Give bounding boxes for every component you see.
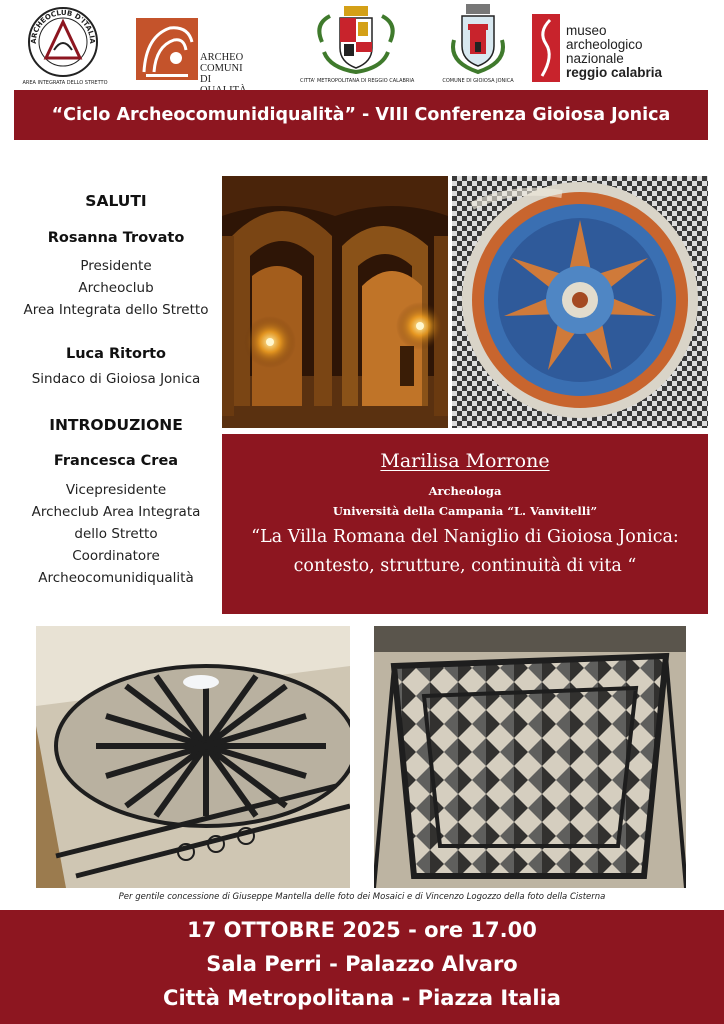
event-details-banner <box>0 910 724 1024</box>
museo-logo <box>532 14 712 84</box>
geometric-mosaic-photo-right <box>374 626 686 888</box>
event-date-time: 17 OTTOBRE 2025 - ore 17.00 <box>187 918 537 942</box>
main-speaker-affiliation: Università della Campania “L. Vanvitelli” <box>332 504 598 518</box>
speaker3-role1: Vicepresidente <box>65 482 167 498</box>
gioiosa-caption: COMUNE DI GIOIOSA JONICA <box>442 78 514 84</box>
museo-line4: reggio calabria <box>566 65 663 80</box>
museo-line3: nazionale <box>566 51 624 66</box>
speaker3-role3: dello Stretto <box>74 526 158 542</box>
speaker2-name: Luca Ritorto <box>65 346 167 362</box>
speaker2-role1: Sindaco di Gioiosa Jonica <box>31 371 201 387</box>
main-speaker-name: Marilisa Morrone <box>380 450 550 472</box>
introduzione-heading: INTRODUZIONE <box>49 416 183 434</box>
photo-credits: Per gentile concessione di Giuseppe Mantella delle foto dei Mosaici e di Vincenzo Logozzo della foto della Cisterna <box>118 892 606 902</box>
archeocomuni-logo <box>136 18 260 85</box>
talk-title-line1: “La Villa Romana del Naniglio di Gioiosa Jonica: <box>251 527 679 547</box>
gioiosa-crest-icon <box>438 2 518 78</box>
gioiosa-jonica-crest <box>438 2 518 86</box>
reggio-calabria-crest <box>300 2 415 86</box>
speaker1-role1: Presidente <box>80 258 152 274</box>
archeocomuni-line1: ARCHEO <box>200 52 244 63</box>
speaker3-role2: Archeclub Area Integrata <box>31 504 201 520</box>
speaker3-role4: Coordinatore <box>72 548 160 564</box>
logo-bar <box>0 0 724 88</box>
geometric-mosaic-photo-left <box>36 626 350 888</box>
speaker1-role2: Archeoclub <box>78 280 154 296</box>
talk-title-line2: contesto, strutture, continuità di vita “ <box>293 556 637 576</box>
page-title: “Ciclo Archeocomunidiqualità” - VIII Conferenza Gioiosa Jonica <box>51 105 671 125</box>
speaker3-role5: Archeocomunidiqualità <box>38 570 194 586</box>
round-mosaic-photo <box>452 176 708 428</box>
main-speaker-role: Archeologa <box>428 484 502 498</box>
archeoclub-caption: AREA INTEGRATA DELLO STRETTO <box>22 80 108 86</box>
archeoclub-logo <box>22 6 108 86</box>
museo-line2: archeologico <box>566 37 643 52</box>
main-speaker-box <box>222 434 708 614</box>
event-venue: Sala Perri - Palazzo Alvaro <box>206 952 518 976</box>
speaker1-role3: Area Integrata dello Stretto <box>23 302 209 318</box>
cistern-photo <box>222 176 448 428</box>
event-location: Città Metropolitana - Piazza Italia <box>163 986 561 1010</box>
archeocomuni-mark-icon <box>136 18 198 80</box>
speaker3-name: Francesca Crea <box>53 453 179 469</box>
archeoclub-emblem-icon <box>24 6 102 78</box>
museo-mark-icon <box>532 14 560 82</box>
saluti-heading: SALUTI <box>85 192 147 210</box>
museo-line1: museo <box>566 23 607 38</box>
archeocomuni-line2: COMUNI <box>200 63 243 74</box>
reggio-caption: CITTA' METROPOLITANA DI REGGIO CALABRIA <box>300 78 415 84</box>
archeocomuni-line3: DI <box>200 74 212 85</box>
reggio-crest-icon <box>300 2 412 78</box>
archeoclub-ring-text: ARCHEOCLUB D'ITALIA <box>29 8 97 44</box>
title-banner <box>14 90 708 140</box>
speaker1-name: Rosanna Trovato <box>47 230 185 246</box>
